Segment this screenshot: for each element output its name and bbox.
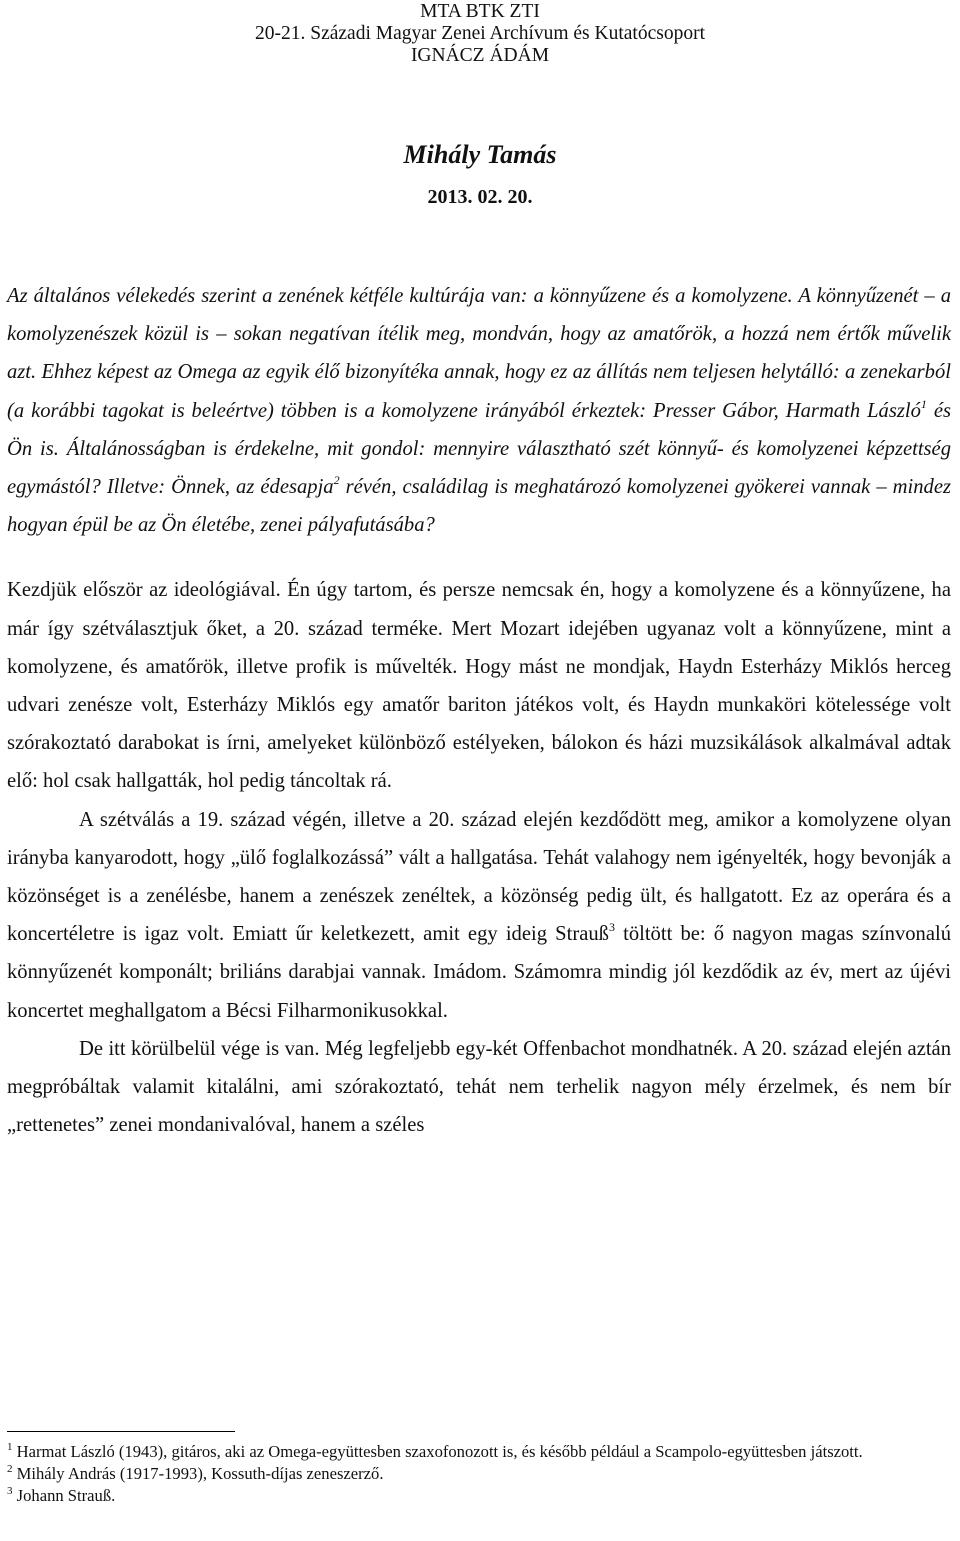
footnote-text: Harmat László (1943), gitáros, aki az Omega-együttesben szaxofonozott is, és később például a Scampolo-együttesben játszott. <box>12 1442 863 1461</box>
header-institution: MTA BTK ZTI <box>420 1 540 22</box>
footnote-1 <box>7 1441 940 1463</box>
answer-text: A szétválás a 19. század végén, illetve a 20. század elején kezdődött meg, amikor a komolyzene olyan irányba kanyarodott, hogy „ülő foglalkozássá” vált a hallgatása. Tehát valahogy nem igényelték, hogy bevonják a közönséget is a zenélésbe, hanem a zenészek zenéltek, a közönség pedig ült, és hallgatott. Ez az operára és a koncertéletre is igaz volt. Emiatt űr keletkezett, amit egy ideig Strauß <box>7 808 951 946</box>
footnote-number: 1 <box>7 1441 13 1453</box>
answer-paragraph: Kezdjük először az ideológiával. Én úgy tartom, és persze nemcsak én, hogy a komolyzene és a könnyűzene, ha már így szétválasztjuk őket, a 20. század terméke. Mert Mozart idejében ugyanaz volt a könnyűzene, mint a komolyzene, és amatőrök, illetve profik is művelték. Hogy mást ne mondjak, Haydn Esterházy Miklós herceg udvari zenésze volt, Esterházy Miklós egy amatőr bariton játékos volt, és Haydn munkaköri kötelessége volt szórakoztató darabokat is írni, amelyeket különböző estélyeken, bálokon és házi muzsikálások alkalmával adtak elő: hol csak hallgatták, hol pedig táncoltak rá. <box>7 579 951 793</box>
question-text: és Ön is. Általánosságban is érdekelne, mit gondol: mennyire választható szét könnyű- és komolyzenei képzettség egymástól? Illetve: Önnek, az édesapja <box>7 399 951 499</box>
header-archive: 20-21. Századi Magyar Zenei Archívum és Kutatócsoport <box>255 23 705 44</box>
document-header <box>0 0 960 67</box>
interview-title: Mihály Tamás <box>403 140 557 169</box>
footnotes <box>7 1441 940 1507</box>
answer-paragraph <box>7 801 951 1030</box>
question-paragraph <box>7 277 951 544</box>
footnote-2 <box>7 1463 940 1485</box>
footnote-ref-3: 3 <box>608 920 615 935</box>
footnote-number: 3 <box>7 1485 13 1497</box>
header-author: IGNÁCZ ÁDÁM <box>410 45 550 66</box>
answer-paragraph: De itt körülbelül vége is van. Még legfeljebb egy-két Offenbachot mondhatnék. A 20. század elején aztán megpróbáltak valamit kitalálni, ami szórakoztató, tehát nem terhelik nagyon mély érzelmek, és nem bír „rettenetes” zenei mondanivalóval, hanem a széles <box>7 1037 951 1137</box>
footnote-ref-2: 2 <box>333 473 340 488</box>
interview-date: 2013. 02. 20. <box>427 186 533 208</box>
footnote-text: Johann Strauß. <box>12 1486 116 1505</box>
footnote-ref-1: 1 <box>920 396 927 411</box>
question-text: révén, családilag is meghatározó komolyzenei gyökerei vannak – mindez hogyan épül be az Ön életébe, zenei pályafutásába? <box>7 476 951 537</box>
question-text: Az általános vélekedés szerint a zenének kétféle kultúrája van: a könnyűzene és a komolyzene. A könnyűzenét – a komolyzenészek közül is – sokan negatívan ítélik meg, mondván, hogy az amatőrök, a hozzá nem értők művelik azt. Ehhez képest az Omega az egyik élő bizonyítéka annak, hogy ez az állítás nem teljesen helytálló: a zenekarból (a korábbi tagokat is beleértve) többen is a komolyzene irányából érkeztek: Presser Gábor, Harmath László <box>7 285 951 422</box>
footnote-number: 2 <box>7 1463 13 1475</box>
footnote-text: Mihály András (1917-1993), Kossuth-díjas zeneszerző. <box>12 1464 384 1483</box>
answer-text: töltött be: ő nagyon magas színvonalú könnyűzenét komponált; briliáns darabjai vannak. Imádom. Számomra mindig jól kezdődik az év, mert az újévi koncertet meghallgatom a Bécsi Filharmonikusokkal. <box>7 923 951 1022</box>
footnote-separator <box>7 1431 235 1432</box>
document-body <box>7 277 951 1144</box>
footnote-3 <box>7 1485 940 1507</box>
